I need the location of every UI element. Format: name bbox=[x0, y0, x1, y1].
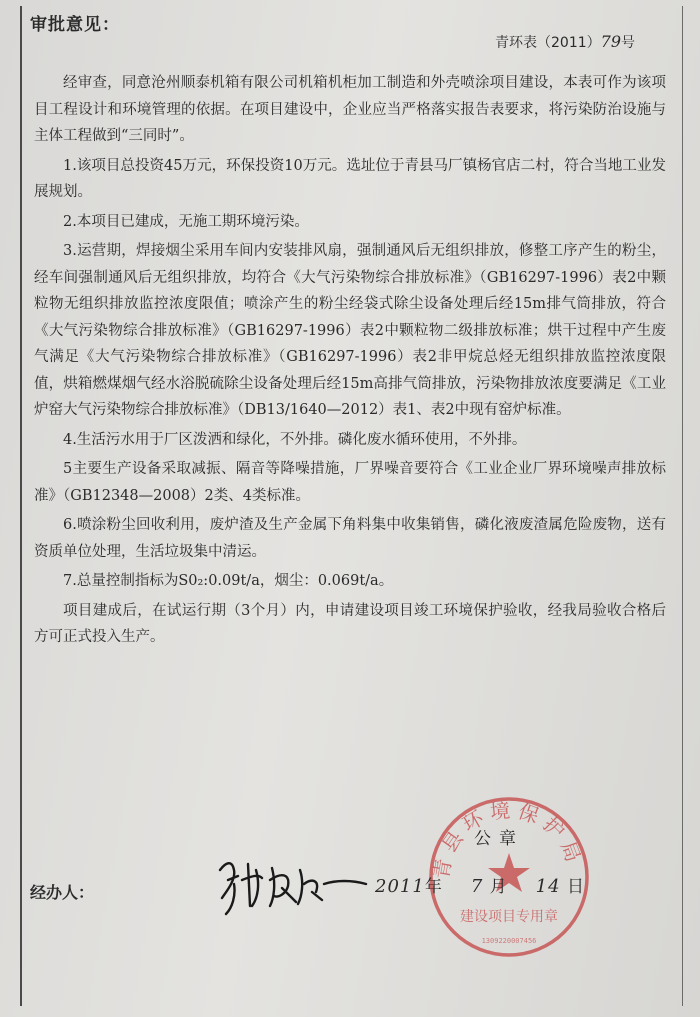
handwritten-signature bbox=[212, 840, 372, 920]
date-year: 2011 bbox=[375, 876, 425, 897]
paragraph-closing: 项目建成后，在试运行期（3个月）内，申请建设项目竣工环境保护验收，经我局验收合格后方可正式投入生产。 bbox=[34, 602, 666, 645]
date-day: 14 bbox=[535, 876, 561, 897]
handler-label: 经办人： bbox=[30, 883, 95, 902]
seal-inner-text: 建设项目专用章 bbox=[460, 909, 558, 925]
document-number-handwritten: 79 bbox=[600, 32, 621, 51]
document-number-prefix: 青环表（2011） bbox=[495, 35, 601, 51]
approval-date bbox=[375, 872, 585, 897]
date-day-char: 日 bbox=[566, 877, 585, 897]
date-month: 7 bbox=[470, 876, 484, 897]
seal-ring-text: 青县环境保护局 bbox=[428, 797, 588, 881]
approval-body bbox=[34, 70, 666, 654]
date-month-char: 月 bbox=[489, 877, 508, 897]
paragraph-item-2: 2.本项目已建成，无施工期环境污染。 bbox=[63, 213, 309, 230]
paragraph-item-4: 4.生活污水用于厂区泼洒和绿化，不外排。磷化废水循环使用，不外排。 bbox=[63, 431, 527, 448]
document-number-suffix: 号 bbox=[621, 35, 635, 51]
seal-serial-number: 1309220007456 bbox=[481, 937, 537, 945]
paragraph-item-6: 6.喷涂粉尘回收利用，废炉渣及生产金属下角料集中收集销售，磷化液废渣属危险废物，送有资质单位处理，生活垃圾集中清运。 bbox=[34, 517, 666, 560]
paragraph-item-3: 3.运营期，焊接烟尘采用车间内安装排风扇，强制通风后无组织排放，修整工序产生的粉尘，经车间强制通风后无组织排放，均符合《大气污染物综合排放标准》（GB16297-1996）表2中颗粒物无组织排放监控浓度限值；喷涂产生的粉尘经袋式除尘设备处理后经15m排气筒排放，符合《大气污染物综合排放标准》（GB16297-1996）表2中颗粒物二级排放标准；烘干过程中产生废气满足《大气污染物综合排放标准》（GB16297-1996）表2非甲烷总烃无组织排放监控浓度限值，烘箱燃煤烟气经水浴脱硫除尘设备处理后经15m高排气筒排放，污染物排放浓度要满足《工业炉窑大气污染物综合排放标准》（DB13/1640—2012）表1、表2中现有窑炉标准。 bbox=[34, 243, 666, 418]
section-title: 审批意见： bbox=[30, 15, 120, 35]
document-number bbox=[495, 32, 635, 52]
date-year-char: 年 bbox=[424, 877, 443, 897]
paragraph-item-7: 7.总量控制指标为S0₂:0.09t/a，烟尘：0.069t/a。 bbox=[63, 573, 394, 589]
paragraph-item-1: 1.该项目总投资45万元，环保投资10万元。选址位于青县马厂镇杨官店二村，符合当地工业发展规划。 bbox=[34, 157, 666, 200]
paragraph-item-5: 5主要生产设备采取减振、隔音等降噪措施，厂界噪音要符合《工业企业厂界环境噪声排放标准》（GB12348—2008）2类、4类标准。 bbox=[34, 461, 666, 504]
paragraph-intro: 经审查，同意沧州顺泰机箱有限公司机箱机柜加工制造和外壳喷涂项目建设，本表可作为该项目工程设计和环境管理的依据。在项目建设中，企业应当严格落实报告表要求，将污染防治设施与主体工程做到“三同时”。 bbox=[34, 75, 666, 144]
seal-label: 公章 bbox=[474, 829, 524, 849]
